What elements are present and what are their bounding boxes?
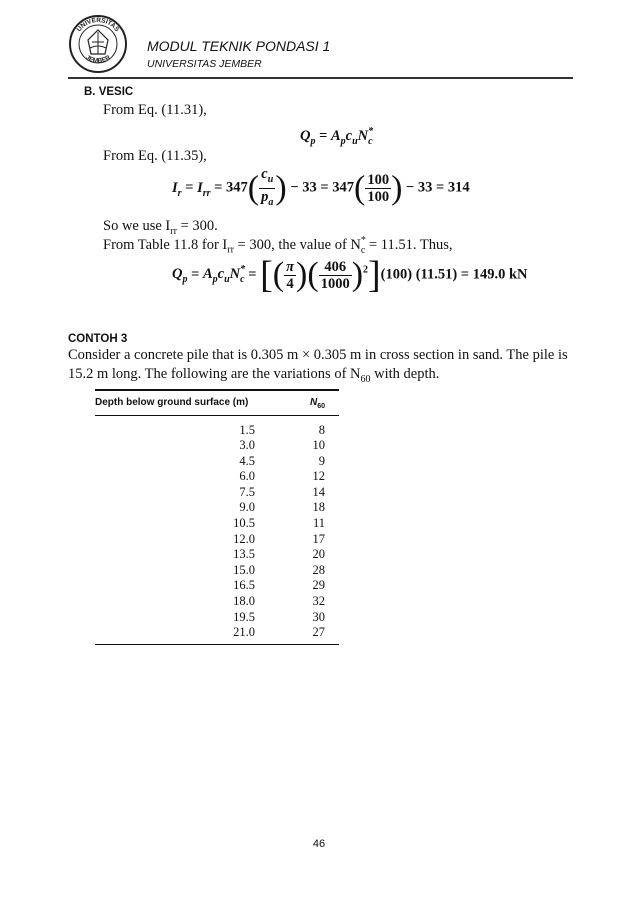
depth-cell: 7.5 [239,484,255,499]
n60-cell: 8 [318,422,325,437]
n60-cell: 29 [312,578,325,593]
spt-table [95,389,339,645]
header-title: MODUL TEKNIK PONDASI 1 [147,38,331,54]
depth-cell: 6.0 [239,469,255,484]
table-row [95,546,339,562]
depth-cell: 13.5 [233,547,255,562]
depth-cell: 4.5 [239,453,255,468]
n60-cell: 9 [318,453,325,468]
n60-cell: 17 [312,531,325,546]
table-body [95,416,339,640]
table-row [95,422,339,438]
svg-text:JEMBER: JEMBER [84,54,112,65]
header-divider [68,77,573,79]
text-from-table-118: From Table 11.8 for $I_{rr} = 300$, the value of $N^*_c = 11.51$. Thus, [103,235,453,256]
header-subtitle: UNIVERSITAS JEMBER [147,58,262,70]
n60-cell: 12 [312,469,325,484]
contoh3-paragraph-line2: 15.2 m long. The following are the variations of $N_{60}$ with depth. [68,366,440,385]
depth-cell: 9.0 [239,500,255,515]
table-row [95,437,339,453]
page-number: 46 [312,838,326,850]
text-so-we-use: So we use $I_{rr} = 300$. [103,218,218,237]
table-row [95,484,339,500]
equation-qp-result: $Q_p = A_pc_uN^*_c$ = [( $\frac{\pi}{4}$ )( $\frac{406}{1000}$ )$^2$](100) (11.51) = 149.0 kN [172,254,528,296]
depth-cell: 12.0 [233,531,255,546]
n60-cell: 27 [312,625,325,640]
depth-cell: 21.0 [233,625,255,640]
table-header [95,391,339,415]
table-row [95,577,339,593]
depth-cell: 18.0 [233,594,255,609]
table-row [95,531,339,547]
table-bottom-rule [95,644,339,646]
n60-cell: 32 [312,594,325,609]
depth-cell: 19.5 [233,609,255,624]
table-row [95,515,339,531]
n60-cell: 30 [312,609,325,624]
depth-cell: 3.0 [239,438,255,453]
table-header-n60: $N_{60}$ [309,396,325,410]
table-row [95,624,339,640]
contoh3-paragraph-line1: Consider a concrete pile that is 0.305 m × 0.305 m in cross section in sand. The pile is [68,347,568,363]
n60-cell: 20 [312,547,325,562]
table-header-depth: Depth below ground surface (m) [95,396,249,408]
depth-cell: 16.5 [233,578,255,593]
table-row [95,453,339,469]
equation-ir: $I_r = I_{rr} = 347$( $\frac{c_u}{p_a}$ ) − 33 = 347( $\frac{100}{100}$ ) − 33 = 314 [172,166,470,208]
n60-cell: 18 [312,500,325,515]
depth-cell: 10.5 [233,516,255,531]
n60-cell: 10 [312,438,325,453]
section-heading-contoh3: CONTOH 3 [68,333,128,345]
table-row [95,468,339,484]
table-row [95,593,339,609]
text-from-eq-1135: From Eq. (11.35), [103,148,207,164]
equation-qp: $Q_p = A_pc_uN^*_c$ [300,126,374,147]
table-row [95,609,339,625]
n60-cell: 11 [312,516,325,531]
n60-cell: 28 [312,562,325,577]
text-from-eq-1131: From Eq. (11.31), [103,102,207,118]
svg-text:UNIVERSITAS: UNIVERSITAS [75,16,121,34]
depth-cell: 1.5 [239,422,255,437]
n60-cell: 14 [312,484,325,499]
depth-cell: 15.0 [233,562,255,577]
university-logo [68,14,128,74]
table-row [95,562,339,578]
section-heading-vesic: B. VESIC [84,86,134,98]
table-row [95,499,339,515]
